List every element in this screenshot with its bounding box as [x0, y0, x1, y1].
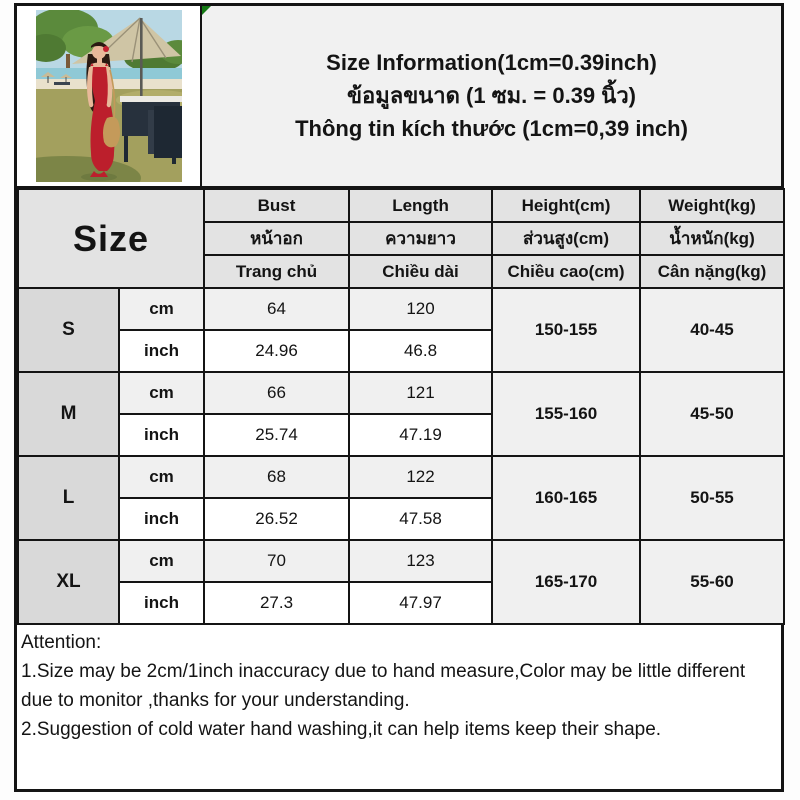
s-weight: 40-45	[640, 288, 784, 372]
s-length-cm: 120	[349, 288, 492, 330]
col-bust-vi: Trang chủ	[204, 255, 349, 288]
col-height-th: ส่วนสูง(cm)	[492, 222, 640, 255]
l-height: 160-165	[492, 456, 640, 540]
m-length-inch: 47.19	[349, 414, 492, 456]
size-row-label: L	[18, 456, 119, 540]
unit-inch-label: inch	[119, 498, 204, 540]
attention-line-1: 1.Size may be 2cm/1inch inaccuracy due to hand measure,Color may be little different	[21, 661, 746, 682]
attention-heading: Attention:	[21, 632, 102, 653]
unit-inch-label: inch	[119, 414, 204, 456]
size-heading: Size	[18, 189, 204, 288]
s-bust-cm: 64	[204, 288, 349, 330]
l-bust-cm: 68	[204, 456, 349, 498]
col-length-vi: Chiều dài	[349, 255, 492, 288]
m-height: 155-160	[492, 372, 640, 456]
unit-cm-label: cm	[119, 372, 204, 414]
unit-cm-label: cm	[119, 288, 204, 330]
s-bust-inch: 24.96	[204, 330, 349, 372]
m-weight: 45-50	[640, 372, 784, 456]
l-weight: 50-55	[640, 456, 784, 540]
s-height: 150-155	[492, 288, 640, 372]
title-en: Size Information(1cm=0.39inch)	[326, 50, 657, 75]
product-photo-cell	[17, 6, 202, 186]
col-weight-en: Weight(kg)	[640, 189, 784, 222]
product-photo	[36, 10, 182, 182]
unit-inch-label: inch	[119, 582, 204, 624]
size-row-label: XL	[18, 540, 119, 624]
col-weight-vi: Cân nặng(kg)	[640, 255, 784, 288]
title-th: ข้อมูลขนาด (1 ซม. = 0.39 นิ้ว)	[346, 83, 636, 108]
xl-bust-inch: 27.3	[204, 582, 349, 624]
col-length-th: ความยาว	[349, 222, 492, 255]
size-row-label: M	[18, 372, 119, 456]
col-bust-th: หน้าอก	[204, 222, 349, 255]
l-length-cm: 122	[349, 456, 492, 498]
col-bust-en: Bust	[204, 189, 349, 222]
xl-length-inch: 47.97	[349, 582, 492, 624]
green-corner-flag-icon	[202, 6, 211, 15]
l-length-inch: 47.58	[349, 498, 492, 540]
m-bust-cm: 66	[204, 372, 349, 414]
xl-weight: 55-60	[640, 540, 784, 624]
title-vi: Thông tin kích thước (1cm=0,39 inch)	[295, 116, 688, 141]
unit-inch-label: inch	[119, 330, 204, 372]
col-height-en: Height(cm)	[492, 189, 640, 222]
size-row-label: S	[18, 288, 119, 372]
attention-line-2: due to monitor ,thanks for your understanding.	[21, 690, 410, 711]
xl-length-cm: 123	[349, 540, 492, 582]
xl-height: 165-170	[492, 540, 640, 624]
col-length-en: Length	[349, 189, 492, 222]
m-length-cm: 121	[349, 372, 492, 414]
size-chart-card	[14, 3, 784, 792]
m-bust-inch: 25.74	[204, 414, 349, 456]
size-table	[17, 188, 785, 625]
col-weight-th: น้ำหนัก(kg)	[640, 222, 784, 255]
attention-note	[17, 625, 781, 789]
unit-cm-label: cm	[119, 456, 204, 498]
title-cell	[202, 6, 781, 186]
l-bust-inch: 26.52	[204, 498, 349, 540]
col-height-vi: Chiều cao(cm)	[492, 255, 640, 288]
unit-cm-label: cm	[119, 540, 204, 582]
s-length-inch: 46.8	[349, 330, 492, 372]
attention-line-3: 2.Suggestion of cold water hand washing,it can help items keep their shape.	[21, 719, 662, 740]
header-row	[17, 6, 781, 188]
xl-bust-cm: 70	[204, 540, 349, 582]
